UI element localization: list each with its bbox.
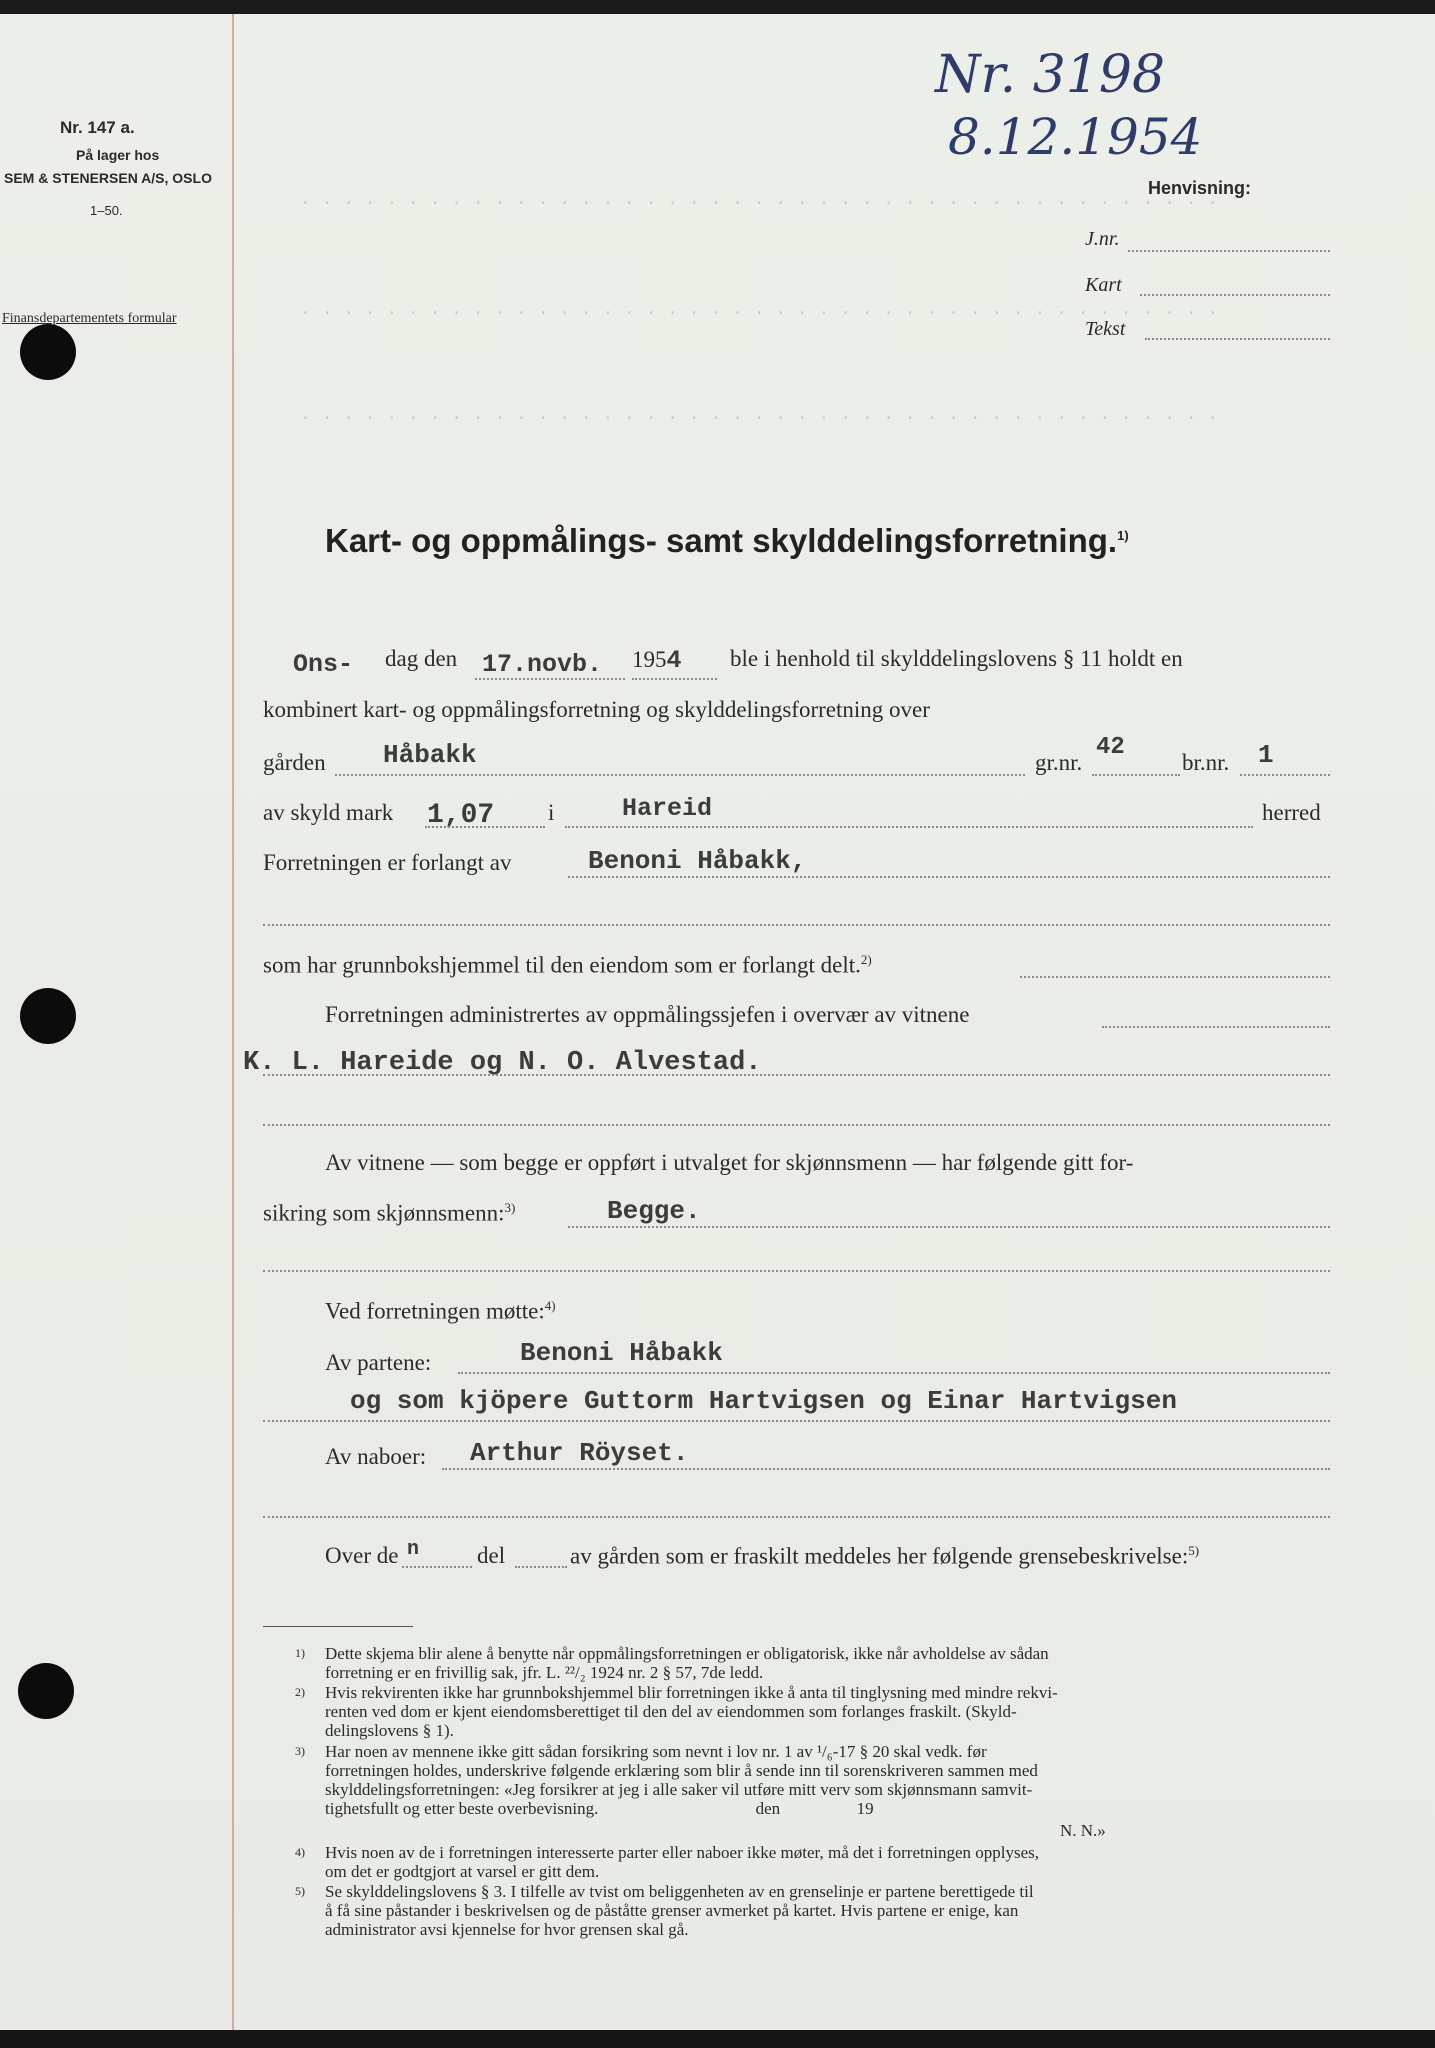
blank-line — [263, 1124, 1330, 1126]
publisher-line: SEM & STENERSEN A/S, OSLO — [4, 170, 212, 186]
footnote-4: 4) Hvis noen av de i forretningen interesserte parter eller naboer ikke møter, må det i forretningen opplyses, om det er godtgjort at varsel er gitt dem. — [295, 1843, 1040, 1881]
neighbours-line — [442, 1468, 1330, 1470]
footnote-2: 2) Hvis rekvirenten ikke har grunnbokshjemmel blir forretningen ikke å anta til tinglysning med mindre rekvi- renten ved dom er kjent eiendomsberettiget til den del av eiendommen som forlanges fraskilt. (Skyld- delingslovens § 1). — [295, 1683, 1058, 1740]
del-line — [515, 1566, 567, 1568]
bleed-through-text: . . . . . . . . . . . . . . . . . . . . . . . . . . . . . . . . . . . . . . . . . . . — [300, 300, 1219, 320]
neighbours-label: Av naboer: — [325, 1444, 427, 1469]
brnr-value: 1 — [1258, 740, 1274, 770]
skyld-value: 1,07 — [427, 800, 495, 831]
scan-bottom-edge — [0, 2030, 1435, 2048]
assurance-line — [568, 1226, 1330, 1228]
sentence-1: ble i henhold til skylddelingslovens § 11 holdt en — [730, 646, 1183, 671]
buyers-line — [263, 1420, 1330, 1422]
over-line — [402, 1566, 472, 1568]
margin-rule — [232, 14, 234, 2030]
dag-label: dag den — [385, 646, 458, 671]
footnote-5: 5) Se skylddelingslovens § 3. I tilfelle av tvist om beliggenheten av en grenselinje er partene berettigede til å få sine påstander i beskrivelsen og de påståtte grenser avmerket på kartet. Hvis partene er enige, kan administrator avsi kjennelse for hvor grensen skal gå. — [295, 1882, 1034, 1939]
garden-label: gården — [263, 750, 326, 775]
neighbours-value: Arthur Röyset. — [470, 1438, 689, 1468]
parties-label: Av partene: — [325, 1350, 432, 1375]
herred-label: herred — [1262, 800, 1321, 825]
brnr-label: br.nr. — [1182, 750, 1230, 775]
requester: Benoni Håbakk, — [588, 846, 807, 876]
boundary-text: av gården som er fraskilt meddeles her følgende grensebeskrivelse:$^{5)}$ — [570, 1543, 1200, 1569]
parties-line — [458, 1372, 1330, 1374]
parties-value: Benoni Håbakk — [520, 1338, 723, 1368]
admin-text: Forretningen administrertes av oppmålingssjefen i overvær av vitnene — [325, 1002, 970, 1027]
footnote-rule — [263, 1626, 413, 1627]
blank-line — [263, 1516, 1330, 1518]
present-label: Ved forretningen møtte:$^{4)}$ — [325, 1298, 556, 1324]
form-number: Nr. 147 a. — [60, 118, 135, 137]
grnr-label: gr.nr. — [1035, 750, 1083, 775]
over-value: n — [407, 1538, 420, 1561]
skyld-line — [425, 826, 545, 828]
handwritten-number: Nr. 3198 — [935, 45, 1166, 105]
punch-hole-middle — [20, 988, 76, 1044]
stock-line: På lager hos — [76, 147, 160, 163]
scan-top-edge — [0, 0, 1435, 14]
admin-line — [1102, 1026, 1330, 1028]
skyld-label: av skyld mark — [263, 800, 394, 825]
date-line — [475, 678, 625, 680]
sentence-2: kombinert kart- og oppmålingsforretning og skylddelingsforretning over — [263, 697, 930, 722]
bleed-through-text: . . . . . . . . . . . . . . . . . . . . . . . . . . . . . . . . . . . . . . . . . . . — [300, 405, 1219, 425]
punch-hole-top — [20, 324, 76, 380]
handwritten-date: 8.12.1954 — [948, 108, 1203, 166]
assurance-value: Begge. — [607, 1196, 701, 1226]
buyers-value: og som kjöpere Guttorm Hartvigsen og Einar Hartvigsen — [350, 1386, 1177, 1416]
witnesses: K. L. Hareide og N. O. Alvestad. — [243, 1048, 762, 1078]
kart-line — [1140, 294, 1330, 296]
ministry-label: Finansdepartementets formular — [2, 311, 177, 326]
jnr-label: J.nr. — [1085, 228, 1120, 250]
tekst-label: Tekst — [1085, 318, 1126, 340]
punch-hole-bottom — [18, 1663, 74, 1719]
blank-line — [263, 1270, 1330, 1272]
footnote-signature: N. N.» — [1060, 1821, 1106, 1840]
requester-line — [568, 876, 1330, 878]
del-label: del — [477, 1543, 506, 1568]
municipality-line — [565, 826, 1253, 828]
i-label: i — [548, 800, 555, 825]
municipality: Hareid — [622, 794, 713, 823]
assurance-text-1: Av vitnene — som begge er oppført i utvalget for skjønnsmenn — har følgende gitt for- — [325, 1150, 1134, 1175]
reference-title: Henvisning: — [1148, 178, 1252, 198]
jnr-line — [1128, 250, 1330, 252]
requester-label: Forretningen er forlangt av — [263, 850, 512, 875]
grnr-line — [1092, 774, 1180, 776]
footnote-3: 3) Har noen av mennene ikke gitt sådan forsikring som nevnt i lov nr. 1 av ¹/₆-17 § 20 skal vedk. før forretningen holdes, underskrive følgende erklæring som blir å sende inn til sorenskriveren sammen med skylddelingsforretningen: «Jeg forsikrer at jeg i alle saker vil utføre mitt verv som skjønnsmann samvit- tighetsfullt og etter beste overbevisning. den 19 — [295, 1742, 1038, 1818]
blank-line — [263, 924, 1330, 926]
farm-name: Håbakk — [383, 740, 477, 770]
document-title: Kart- og oppmålings- samt skylddelingsforretning.$^{1)}$ — [325, 522, 1129, 559]
bleed-through-text: . . . . . . . . . . . . . . . . . . . . . . . . . . . . . . . . . . . . . . . . . . . — [300, 190, 1219, 210]
farm-line — [335, 774, 1025, 776]
edition-line: 1–50. — [90, 203, 123, 218]
brnr-line — [1240, 774, 1330, 776]
assurance-text-2: sikring som skjønnsmenn:$^{3)}$ — [263, 1200, 516, 1226]
date-typed: 17.novb. — [482, 650, 603, 679]
over-label: Over de — [325, 1543, 399, 1568]
witnesses-line — [263, 1074, 1330, 1076]
tekst-line — [1145, 338, 1330, 340]
footnote-1: 1) Dette skjema blir alene å benytte når oppmålingsforretningen er obligatorisk, ikke når avholdelse av sådan forretning er en frivillig sak, jfr. L. ²²/₂ 1924 nr. 2 § 57, 7de ledd. — [295, 1644, 1049, 1682]
year-label: 1954 — [632, 646, 682, 675]
grunnbok-text: som har grunnbokshjemmel til den eiendom som er forlangt delt.$^{2)}$ — [263, 952, 872, 978]
weekday-typed: Ons- — [293, 650, 354, 679]
kart-label: Kart — [1085, 274, 1122, 296]
grunnbok-line — [1020, 976, 1330, 978]
year-line — [632, 678, 717, 680]
grnr-value: 42 — [1096, 734, 1125, 761]
